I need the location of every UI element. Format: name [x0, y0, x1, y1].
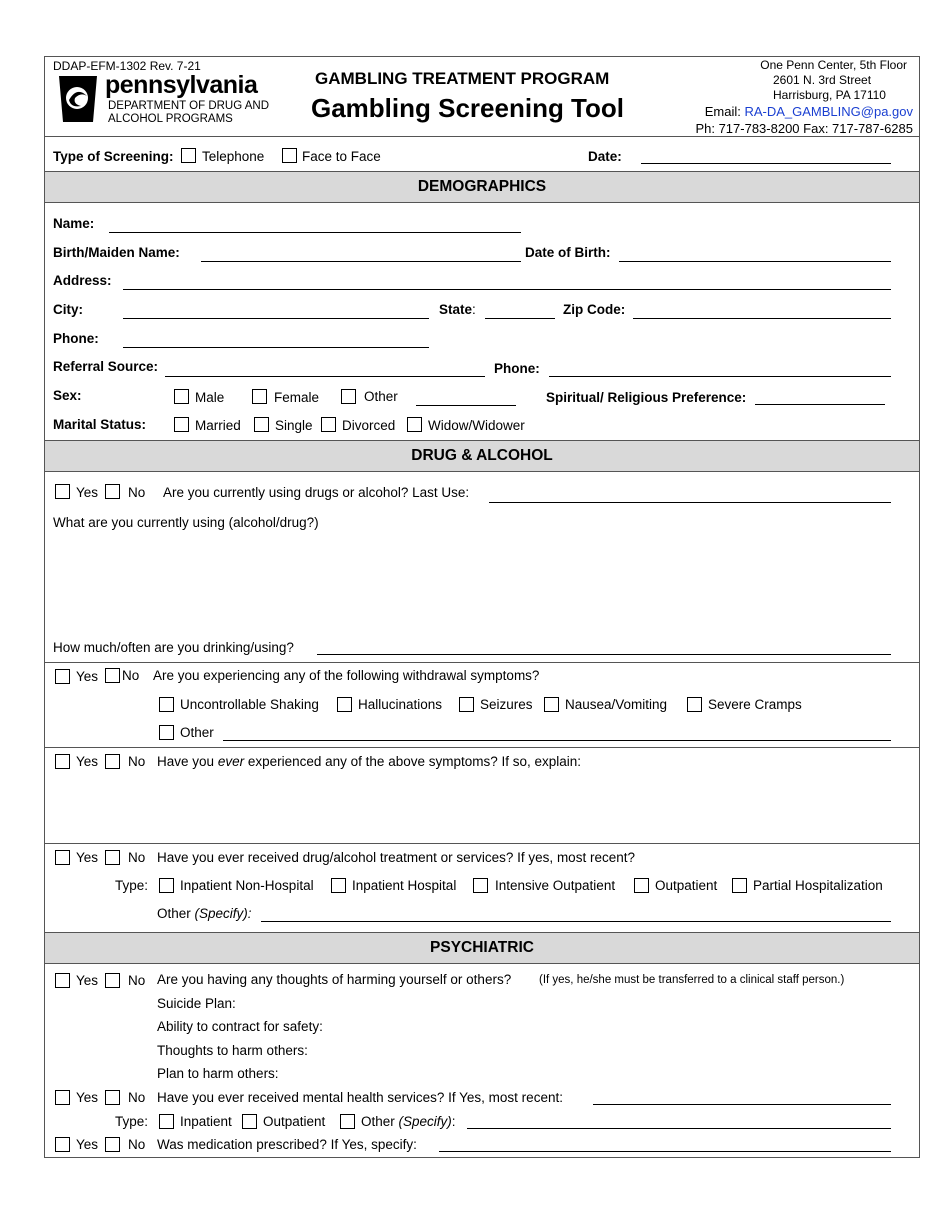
other-symptom-checkbox[interactable]	[159, 725, 174, 740]
mh-inpatient-label: Inpatient	[180, 1114, 232, 1129]
referral-label: Referral Source:	[53, 359, 159, 374]
telephone-label: Telephone	[202, 149, 265, 164]
city-field[interactable]	[123, 318, 429, 319]
ever-question: Have you ever experienced any of the above symptoms? If so, explain:	[157, 754, 582, 769]
divider	[45, 662, 919, 663]
male-label: Male	[195, 390, 225, 405]
logo-line2: ALCOHOL PROGRAMS	[108, 113, 233, 125]
type-option-label: Inpatient Hospital	[352, 878, 457, 893]
other-sex-field[interactable]	[416, 405, 516, 406]
phone-label: Phone:	[53, 331, 99, 346]
date-label: Date:	[588, 149, 622, 164]
single-checkbox[interactable]	[254, 417, 269, 432]
thoughts-harm-label: Thoughts to harm others:	[157, 1043, 308, 1058]
yes-label: Yes	[76, 485, 99, 500]
drug-alcohol-heading: DRUG & ALCOHOL	[45, 440, 919, 472]
mh-other-label: Other (Specify):	[361, 1114, 456, 1129]
symptom-label: Seizures	[480, 697, 533, 712]
spiritual-field[interactable]	[755, 404, 885, 405]
sex-label: Sex:	[53, 388, 82, 403]
seizures-checkbox[interactable]	[459, 697, 474, 712]
med-specify-field[interactable]	[439, 1151, 891, 1152]
harm-note: (If yes, he/she must be transferred to a clinical staff person.)	[539, 974, 845, 986]
female-checkbox[interactable]	[252, 389, 267, 404]
divider	[45, 843, 919, 844]
male-checkbox[interactable]	[174, 389, 189, 404]
psychiatric-heading: PSYCHIATRIC	[45, 932, 919, 964]
no-label: No	[128, 485, 146, 500]
how-much-question: How much/often are you drinking/using?	[53, 640, 294, 655]
withdrawal-no-checkbox[interactable]	[105, 668, 120, 683]
divider	[45, 747, 919, 748]
referral-phone-label: Phone:	[494, 361, 540, 376]
what-using-question: What are you currently using (alcohol/drug?)	[53, 515, 319, 530]
name-label: Name:	[53, 216, 95, 231]
city-label: City:	[53, 302, 83, 317]
page-title: Gambling Screening Tool	[311, 93, 624, 123]
birth-maiden-label: Birth/Maiden Name:	[53, 245, 180, 260]
spiritual-label: Spiritual/ Religious Preference:	[546, 390, 747, 405]
face-to-face-checkbox[interactable]	[282, 148, 297, 163]
harm-question: Are you having any thoughts of harming yourself or others?	[157, 972, 512, 987]
other-symptom-label: Other	[180, 725, 214, 740]
harm-no-checkbox[interactable]	[105, 973, 120, 988]
mh-other-field[interactable]	[467, 1128, 891, 1129]
last-use-field[interactable]	[489, 502, 891, 503]
withdrawal-question: Are you experiencing any of the following withdrawal symptoms?	[153, 668, 540, 683]
mh-outpatient-checkbox[interactable]	[242, 1114, 257, 1129]
type-option-label: Outpatient	[655, 878, 718, 893]
screening-type-label: Type of Screening:	[53, 149, 174, 164]
no-label: No	[128, 1137, 146, 1152]
address-line3: Harrisburg, PA 17110	[773, 88, 886, 102]
partial-hospitalization-checkbox[interactable]	[732, 878, 747, 893]
using-yes-checkbox[interactable]	[55, 484, 70, 499]
treatment-no-checkbox[interactable]	[105, 850, 120, 865]
mental-question: Have you ever received mental health services? If Yes, most recent:	[157, 1090, 563, 1105]
med-no-checkbox[interactable]	[105, 1137, 120, 1152]
withdrawal-yes-checkbox[interactable]	[55, 669, 70, 684]
what-using-answer-area[interactable]	[53, 535, 889, 635]
ever-yes-checkbox[interactable]	[55, 754, 70, 769]
mh-outpatient-label: Outpatient	[263, 1114, 326, 1129]
yes-label: Yes	[76, 754, 99, 769]
address-line1: One Penn Center, 5th Floor	[760, 58, 907, 72]
program-name: GAMBLING TREATMENT PROGRAM	[315, 69, 610, 88]
married-checkbox[interactable]	[174, 417, 189, 432]
symptom-label: Hallucinations	[358, 697, 443, 712]
logo-wordmark: pennsylvania	[105, 71, 258, 99]
state-field[interactable]	[485, 318, 555, 319]
divider	[45, 136, 919, 137]
no-label: No	[128, 754, 146, 769]
mh-inpatient-checkbox[interactable]	[159, 1114, 174, 1129]
dob-label: Date of Birth:	[525, 245, 611, 260]
widow-label: Widow/Widower	[428, 418, 525, 433]
no-label: No	[128, 973, 146, 988]
treatment-yes-checkbox[interactable]	[55, 850, 70, 865]
mental-recent-field[interactable]	[593, 1104, 891, 1105]
type-option-label: Partial Hospitalization	[753, 878, 883, 893]
cramps-checkbox[interactable]	[687, 697, 702, 712]
date-field[interactable]	[641, 163, 891, 164]
symptom-label: Nausea/Vomiting	[565, 697, 668, 712]
demographics-heading: DEMOGRAPHICS	[45, 171, 919, 203]
suicide-plan-label: Suicide Plan:	[157, 996, 236, 1011]
outpatient-checkbox[interactable]	[634, 878, 649, 893]
yes-label: Yes	[76, 973, 99, 988]
treatment-other-field[interactable]	[261, 921, 891, 922]
shaking-checkbox[interactable]	[159, 697, 174, 712]
contract-safety-label: Ability to contract for safety:	[157, 1019, 323, 1034]
type-label: Type:	[115, 1114, 149, 1129]
harm-yes-checkbox[interactable]	[55, 973, 70, 988]
form-id: DDAP-EFM-1302 Rev. 7-21	[53, 59, 201, 73]
name-field[interactable]	[109, 232, 521, 233]
no-label: No	[128, 1090, 146, 1105]
other-sex-label: Other	[364, 389, 398, 404]
ever-explain-area[interactable]	[53, 773, 889, 837]
hallucinations-checkbox[interactable]	[337, 697, 352, 712]
ever-no-checkbox[interactable]	[105, 754, 120, 769]
referral-field[interactable]	[165, 376, 485, 377]
symptom-label: Severe Cramps	[708, 697, 802, 712]
marital-label: Marital Status:	[53, 417, 147, 432]
using-no-checkbox[interactable]	[105, 484, 120, 499]
email-label: Email:	[704, 104, 741, 119]
yes-label: Yes	[76, 1137, 99, 1152]
using-question: Are you currently using drugs or alcohol? Last Use:	[163, 485, 470, 500]
type-option-label: Inpatient Non-Hospital	[180, 878, 314, 893]
type-option-label: Intensive Outpatient	[495, 878, 616, 893]
keystone-icon	[55, 74, 101, 124]
dob-field[interactable]	[619, 261, 891, 262]
address-field[interactable]	[123, 289, 891, 290]
yes-label: Yes	[76, 1090, 99, 1105]
intensive-outpatient-checkbox[interactable]	[473, 878, 488, 893]
email-row	[705, 104, 913, 119]
yes-label: Yes	[76, 850, 99, 865]
single-label: Single	[275, 418, 313, 433]
how-much-field[interactable]	[317, 654, 891, 655]
mental-no-checkbox[interactable]	[105, 1090, 120, 1105]
address-label: Address:	[53, 273, 112, 288]
birth-maiden-field[interactable]	[201, 261, 521, 262]
med-yes-checkbox[interactable]	[55, 1137, 70, 1152]
telephone-checkbox[interactable]	[181, 148, 196, 163]
address-line2: 2601 N. 3rd Street	[773, 73, 872, 87]
state-label: State:	[439, 302, 476, 317]
other-symptom-field[interactable]	[223, 740, 891, 741]
email-link[interactable]: RA-DA_GAMBLING@pa.gov	[744, 104, 913, 119]
widow-checkbox[interactable]	[407, 417, 422, 432]
mental-yes-checkbox[interactable]	[55, 1090, 70, 1105]
zip-label: Zip Code:	[563, 302, 626, 317]
logo-line1: DEPARTMENT OF DRUG AND	[108, 100, 270, 112]
phone-field[interactable]	[123, 347, 429, 348]
divorced-checkbox[interactable]	[321, 417, 336, 432]
zip-field[interactable]	[633, 318, 891, 319]
med-question: Was medication prescribed? If Yes, specify:	[157, 1137, 417, 1152]
treatment-other-label: Other (Specify):	[157, 906, 252, 921]
no-label: No	[122, 668, 140, 683]
divorced-label: Divorced	[342, 418, 396, 433]
type-label: Type:	[115, 878, 149, 893]
female-label: Female	[274, 390, 320, 405]
referral-phone-field[interactable]	[549, 376, 891, 377]
phone-fax: Ph: 717-783-8200 Fax: 717-787-6285	[695, 121, 913, 136]
screening-form	[44, 56, 920, 1158]
face-to-face-label: Face to Face	[302, 149, 381, 164]
inpatient-nonhospital-checkbox[interactable]	[159, 878, 174, 893]
symptom-label: Uncontrollable Shaking	[180, 697, 319, 712]
no-label: No	[128, 850, 146, 865]
inpatient-hospital-checkbox[interactable]	[331, 878, 346, 893]
yes-label: Yes	[76, 669, 99, 684]
married-label: Married	[195, 418, 241, 433]
pa-logo	[55, 74, 101, 127]
treatment-question: Have you ever received drug/alcohol treatment or services? If yes, most recent?	[157, 850, 635, 865]
plan-harm-label: Plan to harm others:	[157, 1066, 279, 1081]
nausea-checkbox[interactable]	[544, 697, 559, 712]
mh-other-checkbox[interactable]	[340, 1114, 355, 1129]
other-sex-checkbox[interactable]	[341, 389, 356, 404]
